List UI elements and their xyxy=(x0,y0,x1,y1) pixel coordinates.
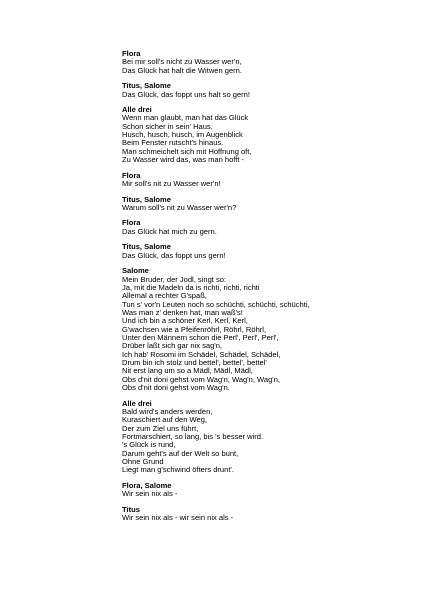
lyric-line: Mir soll's nit zu Wasser wer'n! xyxy=(122,179,221,189)
speaker-name: Flora xyxy=(122,170,141,180)
lyric-line: Obs d'nit doni gehst vom Wag'n, Wag'n, Wag'n, xyxy=(122,374,281,384)
lyric-line: Darum geht's auf der Welt so bunt, xyxy=(122,448,239,458)
lyric-line: Ja, mit die Madeln da is richti, richti, richti xyxy=(122,282,260,292)
speaker-name: Flora xyxy=(122,49,141,58)
lyric-line: Bei mir soll's nicht zu Wasser wer'n, xyxy=(122,57,242,67)
dialogue-block xyxy=(122,243,403,260)
lyric-line: Warum soll's nit zu Wasser wer'n? xyxy=(122,202,237,212)
lyric-line: Mein Bruder, der Jodl, singt so: xyxy=(122,274,227,284)
lyric-line: Drum bin ich stolz und bettel', bettel', bettel' xyxy=(122,357,267,367)
dialogue-block xyxy=(122,196,403,213)
lyric-line: Man schmeichelt sich mit Hoffnung oft, xyxy=(122,146,252,156)
lyric-line: Ich hab' Rosomi im Schädel, Schädel, Schädel, xyxy=(122,349,281,359)
speaker-name: Flora xyxy=(122,218,141,228)
lyric-line: G'wachsen wie a Pfeifenröhrl, Röhrl, Röhrl, xyxy=(122,324,267,334)
dialogue-block xyxy=(122,482,403,499)
lyric-line: Nit erst lang um so a Mädl, Mädl, Mädl, xyxy=(122,366,253,376)
lyric-line: Liegt man g'schwind öfters drunt'. xyxy=(122,465,234,475)
dialogue-block xyxy=(122,50,403,75)
lyric-line: Ohne Grund xyxy=(122,456,164,466)
lyric-line: Drüber laßt sich gar nix sag'n, xyxy=(122,341,223,351)
lyric-line: Tun s' vor'n Leuten noch so schüchti, schüchti, schüchti, xyxy=(122,299,310,309)
lyric-line: Fortmarschiert, so lang, bis 's besser wird. xyxy=(122,431,264,441)
lyric-line: Das Glück, das foppt uns gern! xyxy=(122,250,226,260)
speaker-name: Titus, Salome xyxy=(122,194,171,204)
lyric-line: Beim Fenster rutscht's hinaus. xyxy=(122,138,224,148)
speaker-name: Titus xyxy=(122,504,140,514)
lyric-line: Das Glück hat halt die Witwen gern. xyxy=(122,65,242,75)
dialogue-block xyxy=(122,506,403,523)
dialogue-block xyxy=(122,400,403,475)
lyric-line: Das Glück, das foppt uns halt so gern! xyxy=(122,89,250,99)
speaker-name: Titus, Salome xyxy=(122,81,171,91)
speaker-name: Salome xyxy=(122,266,149,276)
speaker-name: Alle drei xyxy=(122,105,152,115)
lyric-line: Kuraschiert auf den Weg, xyxy=(122,415,208,425)
dialogue-block xyxy=(122,106,403,164)
lyric-line: Wir sein nix als - wir sein nix als - xyxy=(122,513,234,523)
dialogue-block xyxy=(122,219,403,236)
lyric-line: Was man z' denken hat, man waß's! xyxy=(122,307,243,317)
lyric-line: Zu Wasser wird das, was man hofft - xyxy=(122,155,245,165)
lyric-line: Und ich bin a schöner Kerl, Kerl, Kerl, xyxy=(122,316,248,326)
lyric-line: Bald wird's anders werden, xyxy=(122,406,213,416)
dialogue-block xyxy=(122,267,403,392)
lyric-line: Der zum Ziel uns führt, xyxy=(122,423,199,433)
speaker-name: Titus, Salome xyxy=(122,242,171,252)
lyric-line: Unter den Männern schon die Perl', Perl', Perl', xyxy=(122,332,279,342)
speaker-name: Flora, Salome xyxy=(122,480,172,490)
lyric-line: Allemal a rechter G'spaß, xyxy=(122,291,207,301)
lyric-line: 's Glück is rund, xyxy=(122,440,176,450)
lyric-line: Das Glück hat mich zu gern. xyxy=(122,226,217,236)
lyric-line: Wenn man glaubt, man hat das Glück xyxy=(122,113,249,123)
lyric-line: Schon sicher in sein' Haus, xyxy=(122,121,213,131)
dialogue-block xyxy=(122,82,403,99)
lyric-line: Obs d'nit doni gehst vom Wag'n. xyxy=(122,383,230,392)
speaker-name: Alle drei xyxy=(122,398,152,408)
lyric-line: Wir sein nix als - xyxy=(122,489,178,499)
lyric-line: Husch, husch, husch, im Augenblick xyxy=(122,130,243,140)
dialogue-block xyxy=(122,172,403,189)
